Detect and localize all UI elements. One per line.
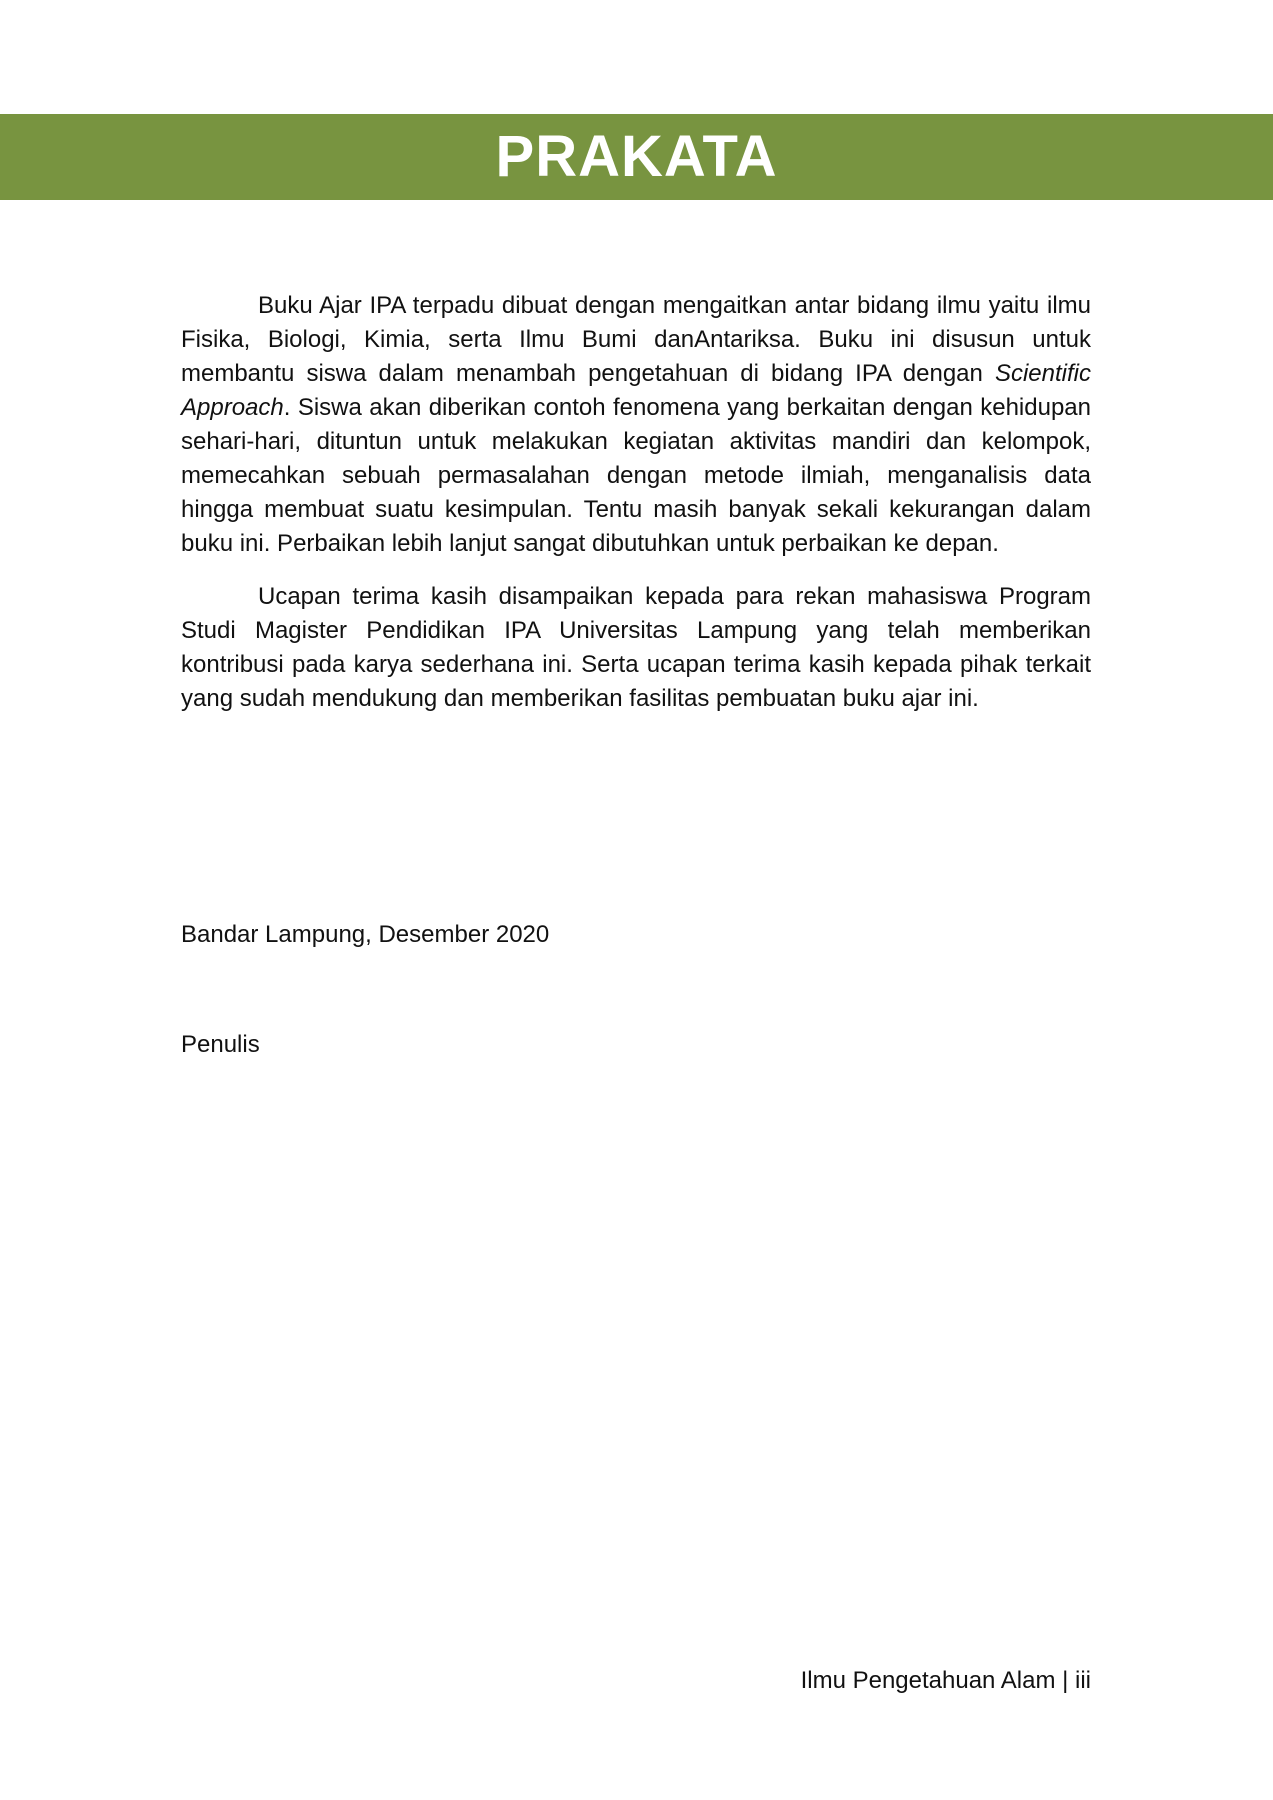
paragraph-1-text-end: . Siswa akan diberikan contoh fenomena yang berkaitan dengan kehidupan sehari-hari, dituntun untuk melakukan kegiatan aktivitas mandiri dan kelompok, memecahkan sebuah permasalahan dengan metode ilmiah, menganalisis data hingga membuat suatu kesimpulan. Tentu masih banyak sekali kekurangan dalam buku ini. Perbaikan lebih lanjut sangat dibutuhkan untuk perbaikan ke depan.	[181, 394, 1091, 557]
page-title: PRAKATA	[495, 124, 778, 189]
page-footer: Ilmu Pengetahuan Alam | iii	[800, 1667, 1091, 1694]
author-signature: Penulis	[181, 1031, 260, 1058]
preface-paragraph-1	[181, 289, 1091, 561]
paragraph-1-text-start: Buku Ajar IPA terpadu dibuat dengan mengaitkan antar bidang ilmu yaitu ilmu Fisika, Biologi, Kimia, serta Ilmu Bumi danAntariksa. Buku ini disusun untuk membantu siswa dalam menambah pengetahuan di bidang IPA dengan	[181, 292, 1091, 387]
place-date: Bandar Lampung, Desember 2020	[181, 921, 550, 948]
paragraph-1-italic-term: Scientific Approach	[181, 360, 1091, 421]
preface-paragraph-2: Ucapan terima kasih disampaikan kepada para rekan mahasiswa Program Studi Magister Pendidikan IPA Universitas Lampung yang telah memberikan kontribusi pada karya sederhana ini. Serta ucapan terima kasih kepada pihak terkait yang sudah mendukung dan memberikan fasilitas pembuatan buku ajar ini.	[181, 583, 1091, 712]
preface-body	[181, 289, 1091, 735]
title-band	[0, 114, 1273, 200]
